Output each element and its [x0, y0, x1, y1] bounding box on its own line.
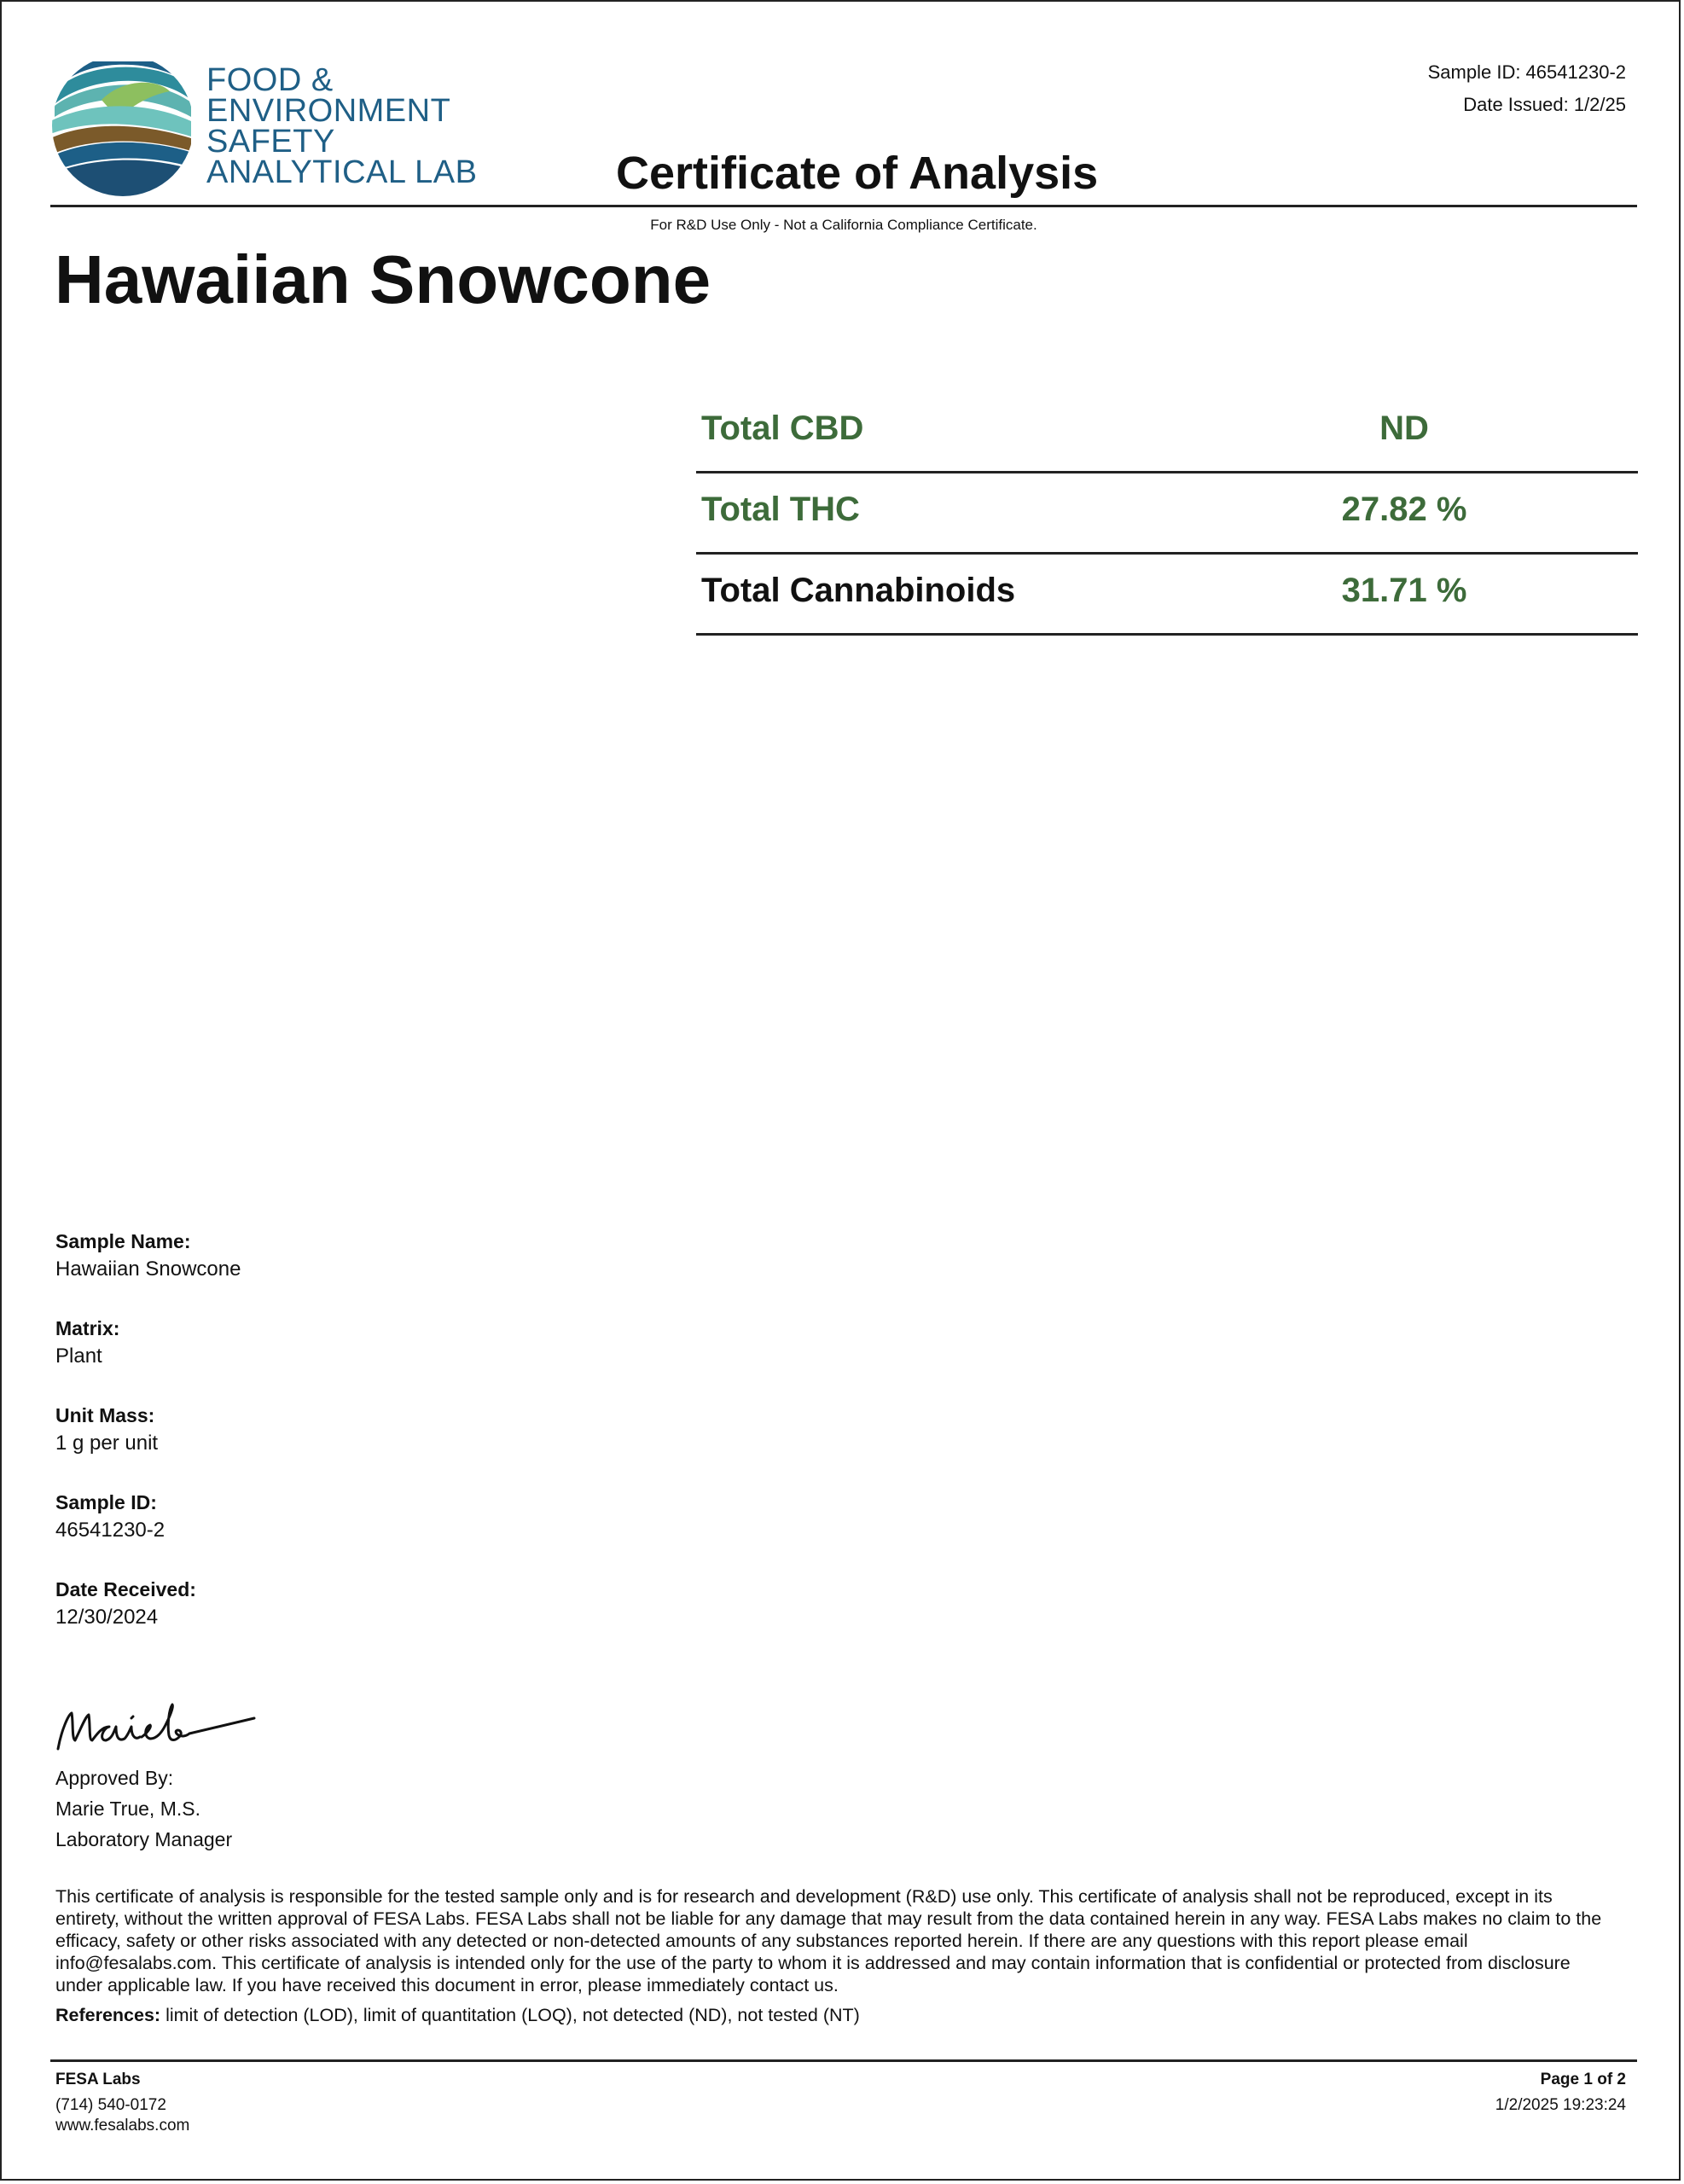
- summary-value: 27.82 %: [1341, 491, 1467, 528]
- info-label: Sample ID:: [55, 1491, 157, 1513]
- header-meta: [1428, 56, 1626, 121]
- legal-disclaimer: This certificate of analysis is responsible for the tested sample only and is for research and development (R&D) use only. This certificate of analysis shall not be reproduced, except in its entirety, without the written approval of FESA Labs. FESA Labs shall not be liable for any damage that may result from the data contained herein in any way. FESA Labs makes no claim to the efficacy, safety or other risks associated with any detected or non-detected amounts of any substances reported herein. If there are any questions with this report please email info@fesalabs.com. This certificate of analysis is intended only for the use of the party to whom it is addressed and may contain information that is confidential or protected from disclosure under applicable law. If you have received this document in error, please immediately contact us.: [55, 1886, 1602, 1995]
- summary-value: ND: [1379, 410, 1429, 447]
- info-value: Hawaiian Snowcone: [55, 1258, 241, 1281]
- approver-title: Laboratory Manager: [55, 1828, 233, 1850]
- logo-wordmark: [206, 62, 478, 190]
- summary-row-cbd: [696, 396, 1638, 473]
- summary-label: Total Cannabinoids: [701, 572, 1016, 609]
- summary-row-thc: [696, 477, 1638, 555]
- info-label: Unit Mass:: [55, 1404, 155, 1426]
- approved-by-label: Approved By:: [55, 1767, 174, 1789]
- summary-value: 31.71 %: [1341, 572, 1467, 609]
- info-matrix: [55, 1316, 241, 1372]
- logo-line-1: FOOD &: [206, 62, 334, 98]
- references-label: References:: [55, 2005, 161, 2025]
- summary-label: Total THC: [701, 491, 860, 528]
- cannabinoid-summary: [696, 396, 1638, 639]
- print-timestamp: 1/2/2025 19:23:24: [1495, 2096, 1626, 2114]
- compliance-notice: For R&D Use Only - Not a California Compliance Certificate.: [650, 217, 1037, 233]
- sample-info: [55, 1228, 241, 1664]
- approver-name: Marie True, M.S.: [55, 1798, 200, 1820]
- logo-line-2: ENVIRONMENT: [206, 93, 451, 129]
- references: [55, 2005, 860, 2026]
- info-label: Matrix:: [55, 1317, 120, 1339]
- summary-row-total: [696, 558, 1638, 636]
- summary-label: Total CBD: [701, 410, 864, 447]
- info-sample-id: [55, 1490, 241, 1546]
- header-sample-id: Sample ID: 46541230-2: [1427, 61, 1626, 83]
- info-date-received: [55, 1577, 241, 1633]
- footer-website[interactable]: www.fesalabs.com: [55, 2117, 190, 2135]
- logo-line-4: ANALYTICAL LAB: [206, 154, 478, 190]
- header-date-issued: Date Issued: 1/2/25: [1463, 94, 1626, 115]
- info-value: Plant: [55, 1345, 102, 1368]
- info-unit-mass: [55, 1403, 241, 1459]
- footer-divider: [50, 2059, 1637, 2062]
- logo-line-3: SAFETY: [206, 124, 335, 160]
- info-label: Sample Name:: [55, 1230, 191, 1252]
- info-value: 1 g per unit: [55, 1432, 159, 1455]
- footer-company: FESA Labs: [55, 2071, 141, 2088]
- info-label: Date Received:: [55, 1578, 196, 1600]
- approval-block: [55, 1763, 232, 1855]
- references-text: limit of detection (LOD), limit of quantitation (LOQ), not detected (ND), not tested (NT): [160, 2005, 860, 2025]
- fesa-logo: [50, 53, 195, 198]
- info-value: 46541230-2: [55, 1519, 165, 1542]
- info-sample-name: [55, 1228, 241, 1285]
- footer-contact: [55, 2070, 189, 2136]
- page-number: Page 1 of 2: [1540, 2071, 1626, 2088]
- document-title: Certificate of Analysis: [616, 148, 1099, 199]
- sample-title: Hawaiian Snowcone: [55, 241, 711, 317]
- footer-phone: (714) 540-0172: [55, 2096, 166, 2114]
- signature-image: [53, 1696, 258, 1757]
- header-divider: [50, 205, 1637, 207]
- info-value: 12/30/2024: [55, 1606, 159, 1629]
- footer-pagination: [1495, 2070, 1626, 2116]
